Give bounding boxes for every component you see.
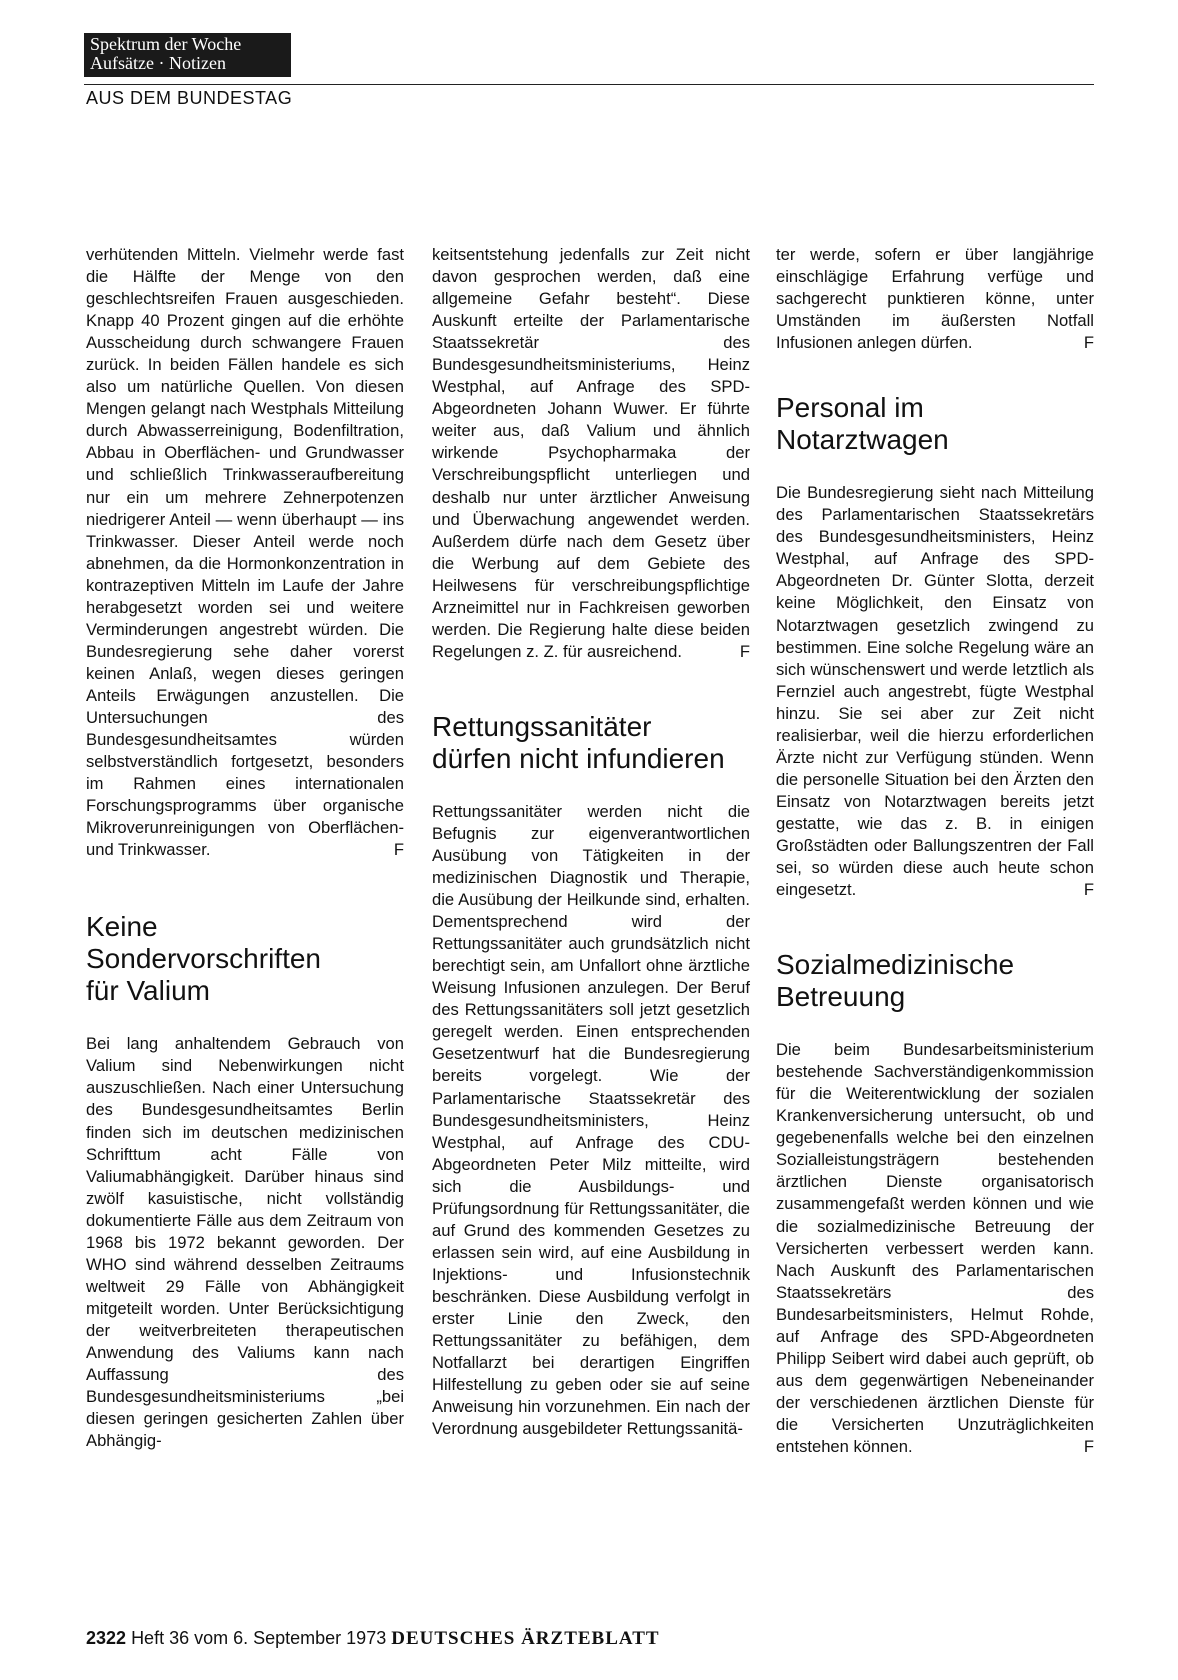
author-mark: F (1083, 333, 1094, 353)
page-number: 2322 (86, 1628, 127, 1648)
column-2 (432, 244, 750, 1440)
author-mark: F (1083, 880, 1094, 900)
article-rettungssanitaeter-text: Rettungssanitäter werden nicht die Befugnis zur eigenverantwortlichen Ausübung von Tätigkeiten in der medizinischen Diagnostik und Therapie, die Ausübung der Heilkunde sind, erhalten. Dementsprechend wird der Rettungssanitäter auch grundsätzlich nicht berechtigt sein, am Unfallort ohne ärztliche Weisung Infusionen anzulegen. Der Beruf des Rettungssanitäters soll jetzt gesetzlich geregelt werden. Einen entsprechenden Gesetzentwurf hat die Bundesregierung bereits vorgelegt. Wie der Parlamentarische Staatssekretär des Bundesgesundheitsministers, Heinz Westphal, auf Anfrage des CDU-Abgeordneten Peter Milz mitteilte, wird sich die Ausbildungs- und Prüfungsordnung für Rettungssanitäter, die auf Grund des kommenden Gesetzes zu erlassen sein wird, auf eine Ausbildung in Injektions- und Infusionstechnik beschränken. Diese Ausbildung verfolgt in erster Linie den Zweck, den Rettungssanitäter zu befähigen, dem Notfallarzt bei derartigen Eingriffen Hilfestellung zu geben oder sie auf seine Anweisung hin vorzunehmen. Ein nach der Verordnung ausgebildeter Rettungssanitä- (432, 801, 750, 1439)
author-mark: F (1083, 1436, 1094, 1456)
article-notarztwagen-text: Die Bundesregierung sieht nach Mitteilung des Parlamentarischen Staatssekretärs des Bundesgesundheitsministers, Heinz Westphal, auf Anfrage des SPD-Abgeordneten Dr. Günter Slotta, derzeit keine Möglichkeit, den Einsatz von Notarztwagen gesetzlich zwingend zu bestimmen. Eine solche Regelung wäre an sich wünschenswert und werde letztlich als Fernziel auch angestrebt, fügte Westphal hinzu. Sie sei aber zur Zeit nicht realisierbar, weil die hierzu erforderlichen Ärzte nicht zur Verfügung stünden. Wenn die personelle Situation bei den Ärzten den Einsatz von Notarztwagen bereits jetzt gestatte, wie das z. B. in einigen Großstädten oder Ballungszentren der Fall sei, so würden diese auch heute schon eingesetzt. F (776, 482, 1094, 901)
article-valium-text: Bei lang anhaltendem Gebrauch von Valium sind Nebenwirkungen nicht auszuschließen. Nach einer Untersuchung des Bundesgesundheitsamtes Berlin finden sich im deutschen medizinischen Schrifttum acht Fälle von Valiumabhängigkeit. Darüber hinaus sind zwölf kasuistische, nicht vollständig dokumentierte Fälle aus dem Zeitraum von 1968 bis 1972 bekannt geworden. Der WHO sind während desselben Zeitraums weltweit 29 Fälle von Abhängigkeit mitgeteilt worden. Unter Berücksichtigung der weitverbreiteten therapeutischen Anwendung des Valiums kann nach Auffassung des Bundesgesundheitsministeriums „bei diesen geringen gesicherten Zahlen über Abhängig- (86, 1034, 404, 1451)
column-3 (776, 244, 1094, 1458)
rubric-badge (84, 33, 291, 77)
author-mark: F (739, 641, 750, 661)
article-valium-continued-text: keitsentstehung jedenfalls zur Zeit nicht davon gesprochen werden, daß eine allgemeine Gefahr besteht“. Diese Auskunft erteilte der Parlamentarische Staatssekretär des Bundesgesundheitsministeriums, Heinz Westphal, auf Anfrage des SPD-Abgeordneten Johann Wuwer. Er führte weiter aus, daß Valium und ähnlich wirkende Psychopharmaka der Verschreibungspflicht unterliegen und deshalb nur unter ärztlicher Anweisung und Überwachung angewendet werden. Außerdem dürfe nach dem Gesetz über die Werbung auf dem Gebiete des Heilwesens für verschreibungspflichtige Arzneimittel nur in Fachkreisen geworben werden. Die Regierung halte diese beiden Regelungen z. Z. für ausreichend. F (432, 244, 750, 663)
rubric-line-1: Spektrum der Woche (90, 34, 242, 54)
article-sozialmedizin-text: Die beim Bundesarbeitsministerium bestehende Sachverständigenkommission für die Weiterentwicklung der sozialen Krankenversicherung untersucht, ob und gegebenenfalls welche bei den einzelnen Sozialleistungsträgern bestehenden ärztlichen Dienste organisatorisch zusammengefaßt werden können und wie die sozialmedizinische Betreuung der Versicherten verbessert werden kann. Nach Auskunft des Parlamentarischen Staatssekretärs des Bundesarbeitsministers, Helmut Rohde, auf Anfrage des SPD-Abgeordneten Philipp Seibert wird dabei auch geprüft, ob aus dem gegenwärtigen Nebeneinander der verschiedenen ärztlichen Dienste für die Versicherten Unzuträglichkeiten entstehen können. F (776, 1039, 1094, 1458)
issue-info: Heft 36 vom 6. September 1973 (131, 1628, 387, 1648)
headline-rettungssanitaeter: Rettungssanitäter dürfen nicht infundieren (432, 710, 725, 774)
page-footer (86, 1628, 660, 1650)
headline-valium: Keine Sondervorschriften für Valium (86, 911, 322, 1007)
header-rule (84, 84, 1094, 85)
rubric-line-2: Aufsätze · Notizen (90, 53, 226, 73)
article-rettungssanitaeter-continued-text: ter werde, sofern er über langjährige einschlägige Erfahrung verfüge und sachgerecht punktieren könne, unter Umständen im äußersten Notfall Infusionen anlegen dürfen. F (776, 244, 1094, 354)
article-continued-text: verhütenden Mitteln. Vielmehr werde fast die Hälfte der Menge von den geschlechtsreifen Frauen ausgeschieden. Knapp 40 Prozent gingen auf die erhöhte Ausscheidung durch schwangere Frauen zurück. In beiden Fällen handele es sich also um natürliche Quellen. Von diesen Mengen gelangt nach Westphals Mitteilung durch Abwasserreinigung, Bodenfiltration, Abbau in Oberflächen- und Grundwasser und schließlich Trinkwasseraufbereitung nur ein um mehrere Zehnerpotenzen niedrigerer Anteil — wenn überhaupt — ins Trinkwasser. Dieser Anteil werde noch abnehmen, da die Hormonkonzentration in kontrazeptiven Mitteln im Laufe der Jahre herabgesetzt worden sei und weitere Verminderungen angestrebt würden. Die Bundesregierung sehe daher vorerst keinen Anlaß, wegen dieses geringen Anteils Erwägungen anzustellen. Die Untersuchungen des Bundesgesundheitsamtes würden selbstverständlich fortgesetzt, besonders im Rahmen eines internationalen Forschungsprogramms über organische Mikroverunreinigungen von Oberflächen- und Trinkwasser. F (86, 244, 404, 861)
headline-notarztwagen: Personal im Notarztwagen (776, 392, 949, 456)
column-1 (86, 244, 404, 1452)
section-title: AUS DEM BUNDESTAG (86, 88, 293, 108)
journal-name: DEUTSCHES ÄRZTEBLATT (391, 1628, 660, 1649)
headline-sozialmedizin: Sozialmedizinische Betreuung (776, 949, 1015, 1013)
author-mark: F (393, 840, 404, 860)
